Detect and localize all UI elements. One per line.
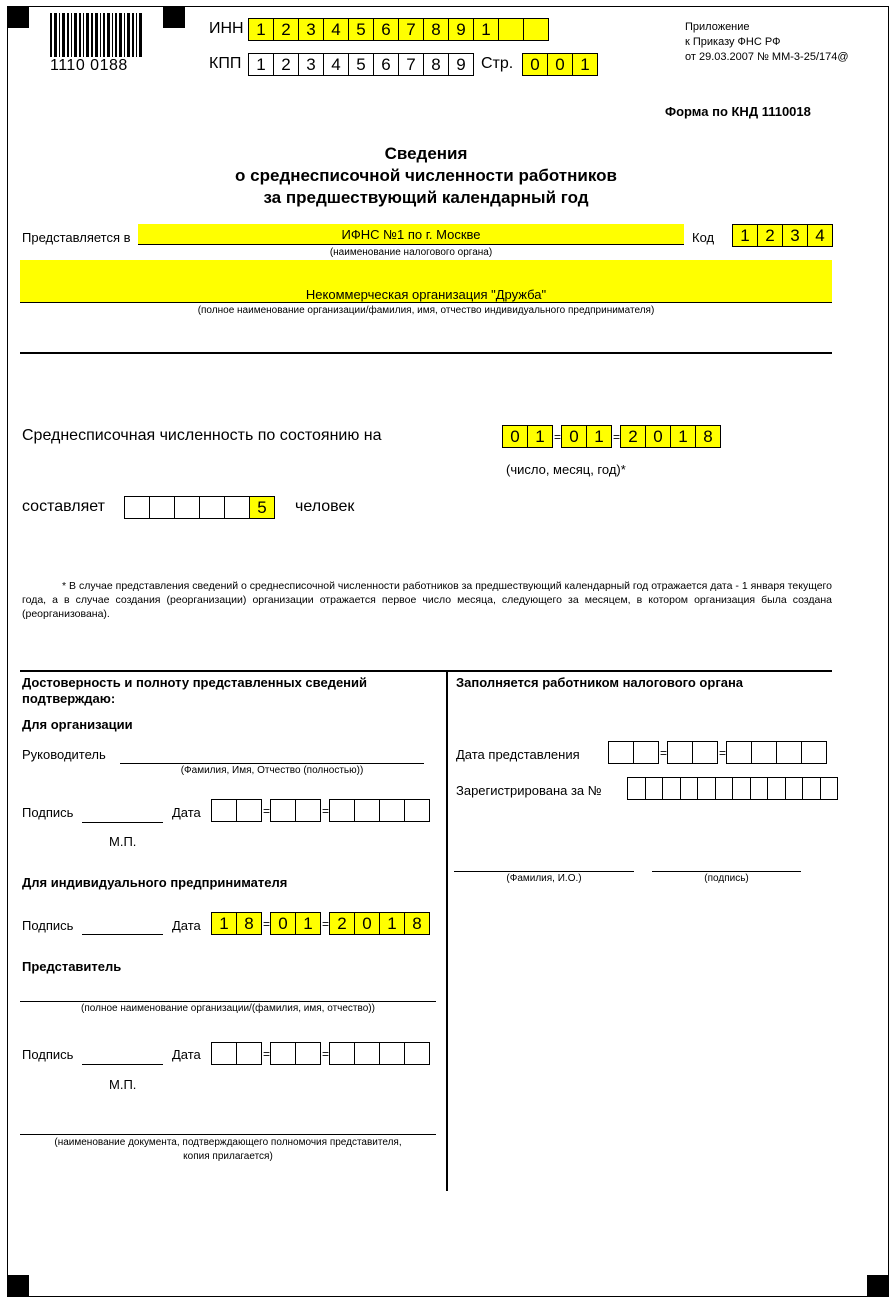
divider: [20, 352, 832, 354]
page-cells-cell[interactable]: 0: [522, 53, 548, 76]
rep-signature-label: Подпись: [22, 1047, 74, 1062]
headcount-amount-cells: [124, 496, 275, 519]
ip-date-cell[interactable]: 2: [329, 912, 355, 935]
officer-name-line: [454, 871, 634, 872]
registered-label: Зарегистрирована за №: [456, 783, 602, 798]
inn-cells-cell[interactable]: 1: [248, 18, 274, 41]
inn-cells-cell[interactable]: 7: [398, 18, 424, 41]
amount-cells-cell[interactable]: [224, 496, 250, 519]
rep-doc-line: [20, 1134, 436, 1135]
hc-date-cell[interactable]: 0: [561, 425, 587, 448]
confirmation-heading: Достоверность и полноту представленных сведений подтверждаю:: [22, 675, 368, 706]
corner-marker-top-right: [163, 6, 185, 28]
ip-date-label: Дата: [172, 918, 201, 933]
kpp-cells-cell[interactable]: 6: [373, 53, 399, 76]
kpp-cells: [248, 53, 474, 76]
reg-cells-cell[interactable]: [802, 777, 821, 800]
column-divider: [446, 671, 448, 1191]
ip-date-cell[interactable]: 0: [270, 912, 296, 935]
barcode-number: 1110 0188: [50, 57, 146, 75]
kpp-cells-cell[interactable]: 7: [398, 53, 424, 76]
org-date-cell[interactable]: [379, 799, 405, 822]
rep-doc-caption: (наименование документа, подтверждающего полномочия представителя, копия прилагается): [54, 1137, 402, 1162]
rep-date-cell[interactable]: [295, 1042, 321, 1065]
sub-date-cell[interactable]: [751, 741, 777, 764]
ip-signature-line: [82, 934, 163, 935]
hc-date-cell[interactable]: 0: [645, 425, 671, 448]
org-date-cell[interactable]: [354, 799, 380, 822]
inn-cells: [248, 18, 549, 41]
headcount-label: Среднесписочная численность по состоянию на: [22, 427, 382, 444]
org-heading: Для организации: [22, 717, 133, 732]
date-separator: =: [321, 803, 329, 818]
ip-date-cell[interactable]: 1: [295, 912, 321, 935]
ip-date-cell[interactable]: 0: [354, 912, 380, 935]
corner-marker-bottom-left: [7, 1275, 29, 1297]
sub-date-cell[interactable]: [692, 741, 718, 764]
ip-date-cell[interactable]: 1: [379, 912, 405, 935]
rep-signature-line: [82, 1064, 163, 1065]
hc-date-cell[interactable]: 0: [502, 425, 528, 448]
tax-office-heading: Заполняется работником налогового органа: [456, 675, 744, 690]
inn-cells-cell[interactable]: 3: [298, 18, 324, 41]
page-cells-cell[interactable]: 1: [572, 53, 598, 76]
rep-date-cell[interactable]: [379, 1042, 405, 1065]
head-name-line: [120, 763, 424, 764]
reg-cells-cell[interactable]: [732, 777, 751, 800]
page-title: Сведения о среднесписочной численности работников за предшествующий календарный год: [235, 144, 617, 207]
amount-cells-cell[interactable]: [149, 496, 175, 519]
ip-date-cell[interactable]: 8: [236, 912, 262, 935]
org-date-cells: [211, 799, 430, 822]
date-separator: =: [321, 916, 329, 931]
submission-date-label: Дата представления: [456, 747, 580, 762]
ip-signature-label: Подпись: [22, 918, 74, 933]
ip-heading: Для индивидуального предпринимателя: [22, 875, 288, 890]
org-date-cell[interactable]: [236, 799, 262, 822]
rep-heading: Представитель: [22, 959, 122, 974]
reg-cells-cell[interactable]: [750, 777, 769, 800]
org-date-cell[interactable]: [270, 799, 296, 822]
corner-marker-top-left: [7, 6, 29, 28]
page-number-cells: [522, 53, 598, 76]
rep-date-cell[interactable]: [270, 1042, 296, 1065]
date-separator: =: [718, 745, 726, 760]
hc-date-cell[interactable]: 1: [586, 425, 612, 448]
date-separator: =: [321, 1046, 329, 1061]
date-separator: =: [262, 1046, 270, 1061]
inn-cells-cell[interactable]: [498, 18, 524, 41]
code-cells-cell[interactable]: 3: [782, 224, 808, 247]
page-cells-cell[interactable]: 0: [547, 53, 573, 76]
inn-cells-cell[interactable]: 2: [273, 18, 299, 41]
amount-cells-cell[interactable]: 5: [249, 496, 275, 519]
org-stamp-label: М.П.: [109, 834, 137, 849]
reg-cells-cell[interactable]: [820, 777, 839, 800]
reg-cells-cell[interactable]: [680, 777, 699, 800]
amount-cells-cell[interactable]: [199, 496, 225, 519]
rep-date-cell[interactable]: [354, 1042, 380, 1065]
officer-name-caption: (Фамилия, И.О.): [506, 873, 582, 884]
hc-date-cell[interactable]: 1: [527, 425, 553, 448]
org-date-label: Дата: [172, 805, 201, 820]
hc-date-cell[interactable]: 1: [670, 425, 696, 448]
org-date-cell[interactable]: [295, 799, 321, 822]
officer-signature-caption: (подпись): [704, 873, 749, 884]
sub-date-cell[interactable]: [667, 741, 693, 764]
inn-cells-cell[interactable]: 1: [473, 18, 499, 41]
ip-date-cell[interactable]: 1: [211, 912, 237, 935]
hc-date-cell[interactable]: 2: [620, 425, 646, 448]
inn-cells-cell[interactable]: 9: [448, 18, 474, 41]
submitted-to-label: Представляется в: [22, 230, 131, 245]
kpp-label: КПП: [209, 55, 242, 72]
reg-cells-cell[interactable]: [645, 777, 664, 800]
code-cells-cell[interactable]: 1: [732, 224, 758, 247]
rep-date-label: Дата: [172, 1047, 201, 1062]
inn-cells-cell[interactable]: 5: [348, 18, 374, 41]
footnote: * В случае представления сведений о среднесписочной численности работников за предшествующий календарный год отражается дата - 1 января текущего года, а в случае создания (реорганизации) организации отражается первое число месяца, следующего за месяцем, в котором организация была создана (реорганизована).: [22, 580, 832, 620]
tax-office-caption: (наименование налогового органа): [329, 247, 493, 258]
reg-cells-cell[interactable]: [785, 777, 804, 800]
amount-cells-cell[interactable]: [124, 496, 150, 519]
reg-cells-cell[interactable]: [697, 777, 716, 800]
rep-date-cell[interactable]: [404, 1042, 430, 1065]
head-caption: (Фамилия, Имя, Отчество (полностью)): [180, 765, 364, 776]
rep-name-line: [20, 1001, 436, 1002]
kpp-cells-cell[interactable]: 2: [273, 53, 299, 76]
reg-cells-cell[interactable]: [627, 777, 646, 800]
barcode-icon: [50, 13, 142, 61]
code-cells-cell[interactable]: 4: [807, 224, 833, 247]
form-page: [7, 6, 889, 1297]
date-separator: =: [659, 745, 667, 760]
sub-date-cell[interactable]: [801, 741, 827, 764]
sub-date-cell[interactable]: [608, 741, 634, 764]
rep-date-cell[interactable]: [329, 1042, 355, 1065]
date-separator: =: [553, 429, 561, 444]
kpp-cells-cell[interactable]: 1: [248, 53, 274, 76]
amount-label: составляет: [22, 498, 105, 515]
officer-signature-line: [652, 871, 801, 872]
sub-date-cell[interactable]: [633, 741, 659, 764]
headcount-date-caption: (число, месяц, год)*: [506, 462, 626, 477]
code-cells-cell[interactable]: 2: [757, 224, 783, 247]
inn-label: ИНН: [209, 20, 244, 37]
org-date-cell[interactable]: [211, 799, 237, 822]
rep-caption: (полное наименование организации/(фамилия, имя, отчество)): [81, 1003, 375, 1014]
page-label: Стр.: [481, 55, 514, 72]
inn-cells-cell[interactable]: 6: [373, 18, 399, 41]
sub-date-cell[interactable]: [726, 741, 752, 764]
kpp-cells-cell[interactable]: 8: [423, 53, 449, 76]
org-date-cell[interactable]: [329, 799, 355, 822]
date-separator: =: [262, 916, 270, 931]
registration-number-cells: [627, 777, 838, 800]
rep-date-cells: [211, 1042, 430, 1065]
ip-date-cell[interactable]: 8: [404, 912, 430, 935]
rep-date-cell[interactable]: [236, 1042, 262, 1065]
section-divider: [20, 670, 832, 672]
kpp-cells-cell[interactable]: 9: [448, 53, 474, 76]
submission-date-cells: [608, 741, 827, 764]
org-signature-line: [82, 822, 163, 823]
code-label: Код: [692, 230, 715, 245]
kpp-cells-cell[interactable]: 4: [323, 53, 349, 76]
head-label: Руководитель: [22, 747, 106, 762]
form-code: Форма по КНД 1110018: [665, 104, 811, 119]
inn-cells-cell[interactable]: [523, 18, 549, 41]
kpp-cells-cell[interactable]: 3: [298, 53, 324, 76]
reg-cells-cell[interactable]: [767, 777, 786, 800]
inn-cells-cell[interactable]: 4: [323, 18, 349, 41]
sub-date-cell[interactable]: [776, 741, 802, 764]
hc-date-cell[interactable]: 8: [695, 425, 721, 448]
date-separator: =: [612, 429, 620, 444]
unit-label: человек: [295, 498, 355, 515]
tax-office-field[interactable]: ИФНС №1 по г. Москве: [138, 224, 684, 245]
headcount-date-cells: [502, 425, 721, 448]
reg-cells-cell[interactable]: [715, 777, 734, 800]
rep-date-cell[interactable]: [211, 1042, 237, 1065]
reg-cells-cell[interactable]: [662, 777, 681, 800]
org-signature-label: Подпись: [22, 805, 74, 820]
organization-caption: (полное наименование организации/фамилия, имя, отчество индивидуального предпринимателя): [197, 305, 655, 316]
amount-cells-cell[interactable]: [174, 496, 200, 519]
tax-office-code-cells: [732, 224, 833, 247]
kpp-cells-cell[interactable]: 5: [348, 53, 374, 76]
ip-date-cells: [211, 912, 430, 935]
inn-cells-cell[interactable]: 8: [423, 18, 449, 41]
rep-stamp-label: М.П.: [109, 1077, 137, 1092]
organization-field[interactable]: Некоммерческая организация "Дружба": [20, 260, 832, 303]
date-separator: =: [262, 803, 270, 818]
corner-marker-bottom-right: [867, 1275, 889, 1297]
appendix-note: Приложение к Приказу ФНС РФ от 29.03.2007 № ММ-3-25/174@: [685, 21, 849, 63]
org-date-cell[interactable]: [404, 799, 430, 822]
